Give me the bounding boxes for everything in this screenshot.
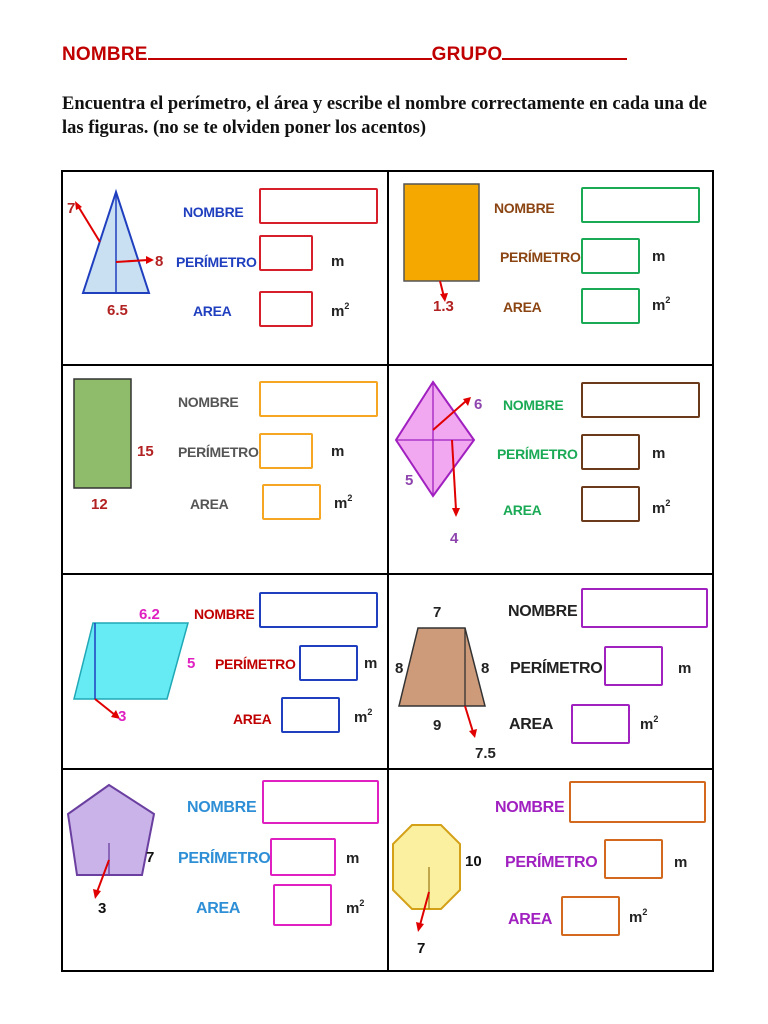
trapezoid-height-label: 7.5 (475, 745, 496, 762)
triangle-area-input[interactable] (259, 291, 313, 327)
parallelogram-nombre-label: NOMBRE (194, 606, 255, 622)
triangle-area-unit: $m^2$ (331, 301, 350, 320)
pentagon-area-unit: $m^2$ (346, 898, 365, 917)
trapezoid-nombre-input[interactable] (581, 588, 708, 628)
octagon-area-input[interactable] (561, 896, 620, 936)
pentagon-perimetro-unit: m (346, 850, 360, 867)
rectangle-perimetro-unit: m (331, 443, 345, 460)
trapezoid-perimetro-unit: m (678, 660, 692, 677)
rhombus-d1-label: 6 (474, 396, 483, 413)
triangle-base-label: 6.5 (107, 302, 128, 319)
octagon-perimetro-unit: m (674, 854, 688, 871)
octagon-nombre-label: NOMBRE (495, 799, 565, 816)
pentagon-apothem-label: 3 (98, 900, 107, 917)
trapezoid-perimetro-label: PERÍMETRO (510, 660, 603, 677)
triangle-perimetro-label: PERÍMETRO (176, 254, 257, 270)
pentagon-perimetro-label: PERÍMETRO (178, 850, 271, 867)
triangle-perimetro-input[interactable] (259, 235, 313, 271)
triangle-perimetro-unit: m (331, 253, 345, 270)
grid-divider-2 (61, 573, 714, 575)
square-nombre-input[interactable] (581, 187, 700, 223)
grupo-blank[interactable] (502, 40, 627, 60)
trapezoid-area-label: AREA (509, 716, 554, 733)
rhombus-nombre-label: NOMBRE (503, 397, 564, 413)
octagon-side-label: 10 (465, 853, 482, 870)
triangle-nombre-input[interactable] (259, 188, 378, 224)
trapezoid-nombre-label: NOMBRE (508, 603, 578, 620)
square-perimetro-unit: m (652, 248, 666, 265)
grupo-header-label: GRUPO (431, 44, 503, 65)
octagon-apothem-label: 7 (417, 940, 426, 957)
nombre-blank[interactable] (148, 40, 432, 60)
parallelogram-nombre-input[interactable] (259, 592, 378, 628)
grid-divider-1 (61, 364, 714, 366)
trapezoid-area-input[interactable] (571, 704, 630, 744)
square-perimetro-label: PERÍMETRO (500, 249, 581, 265)
pentagon-perimetro-input[interactable] (270, 838, 336, 876)
parallelogram-perimetro-input[interactable] (299, 645, 358, 681)
parallelogram-perimetro-label: PERÍMETRO (215, 656, 296, 672)
rhombus-area-label: AREA (503, 502, 542, 518)
octagon-figure (390, 820, 490, 960)
trapezoid-top-label: 7 (433, 604, 442, 621)
octagon-perimetro-input[interactable] (604, 839, 663, 879)
trapezoid-figure (395, 620, 495, 760)
trapezoid-perimetro-input[interactable] (604, 646, 663, 686)
square-area-unit: $m^2$ (652, 295, 671, 314)
octagon-perimetro-label: PERÍMETRO (505, 854, 598, 871)
instructions: Encuentra el perímetro, el área y escribe el nombre correctamente en cada una de las figuras. (no se te olviden poner los acentos) (62, 94, 707, 138)
rhombus-side-label: 5 (405, 472, 414, 489)
rectangle-area-input[interactable] (262, 484, 321, 520)
triangle-side-label: 7 (67, 200, 76, 217)
rectangle-figure (70, 375, 140, 495)
square-area-input[interactable] (581, 288, 640, 324)
parallelogram-area-input[interactable] (281, 697, 340, 733)
parallelogram-area-label: AREA (233, 711, 272, 727)
rhombus-perimetro-label: PERÍMETRO (497, 446, 578, 462)
rectangle-area-unit: $m^2$ (334, 493, 353, 512)
square-perimetro-input[interactable] (581, 238, 640, 274)
square-area-label: AREA (503, 299, 542, 315)
parallelogram-perimetro-unit: m (364, 655, 378, 672)
parallelogram-base-label: 6.2 (139, 606, 160, 623)
triangle-area-label: AREA (193, 303, 232, 319)
square-nombre-label: NOMBRE (494, 200, 555, 216)
rectangle-nombre-input[interactable] (259, 381, 378, 417)
rhombus-nombre-input[interactable] (581, 382, 700, 418)
pentagon-figure (62, 780, 172, 920)
grid-divider-3 (61, 768, 714, 770)
triangle-nombre-label: NOMBRE (183, 204, 244, 220)
triangle-height-label: 8 (155, 253, 164, 270)
square-figure (400, 180, 490, 310)
parallelogram-side-label: 5 (187, 655, 196, 672)
rectangle-base-label: 12 (91, 496, 108, 513)
pentagon-nombre-input[interactable] (262, 780, 379, 824)
pentagon-area-input[interactable] (273, 884, 332, 926)
trapezoid-area-unit: $m^2$ (640, 714, 659, 733)
header-line (62, 40, 627, 66)
triangle-figure (60, 180, 180, 300)
octagon-nombre-input[interactable] (569, 781, 706, 823)
grid-vertical-divider (387, 170, 389, 972)
pentagon-area-label: AREA (196, 900, 241, 917)
pentagon-nombre-label: NOMBRE (187, 799, 257, 816)
rectangle-perimetro-input[interactable] (259, 433, 313, 469)
nombre-header-label: NOMBRE (62, 44, 148, 65)
rhombus-perimetro-unit: m (652, 445, 666, 462)
rhombus-d2-label: 4 (450, 530, 459, 547)
octagon-area-unit: $m^2$ (629, 907, 648, 926)
octagon-area-label: AREA (508, 911, 553, 928)
rectangle-height-label: 15 (137, 443, 154, 460)
parallelogram-figure (70, 615, 195, 725)
rhombus-area-unit: $m^2$ (652, 498, 671, 517)
trapezoid-left-label: 8 (395, 660, 404, 677)
pentagon-side-label: 7 (146, 849, 155, 866)
parallelogram-area-unit: $m^2$ (354, 707, 373, 726)
trapezoid-bottom-label: 9 (433, 717, 442, 734)
parallelogram-height-label: 3 (118, 708, 127, 725)
rectangle-perimetro-label: PERÍMETRO (178, 444, 259, 460)
rectangle-area-label: AREA (190, 496, 229, 512)
square-side-label: 1.3 (433, 298, 454, 315)
rhombus-perimetro-input[interactable] (581, 434, 640, 470)
rhombus-area-input[interactable] (581, 486, 640, 522)
rectangle-nombre-label: NOMBRE (178, 394, 239, 410)
trapezoid-right-label: 8 (481, 660, 490, 677)
